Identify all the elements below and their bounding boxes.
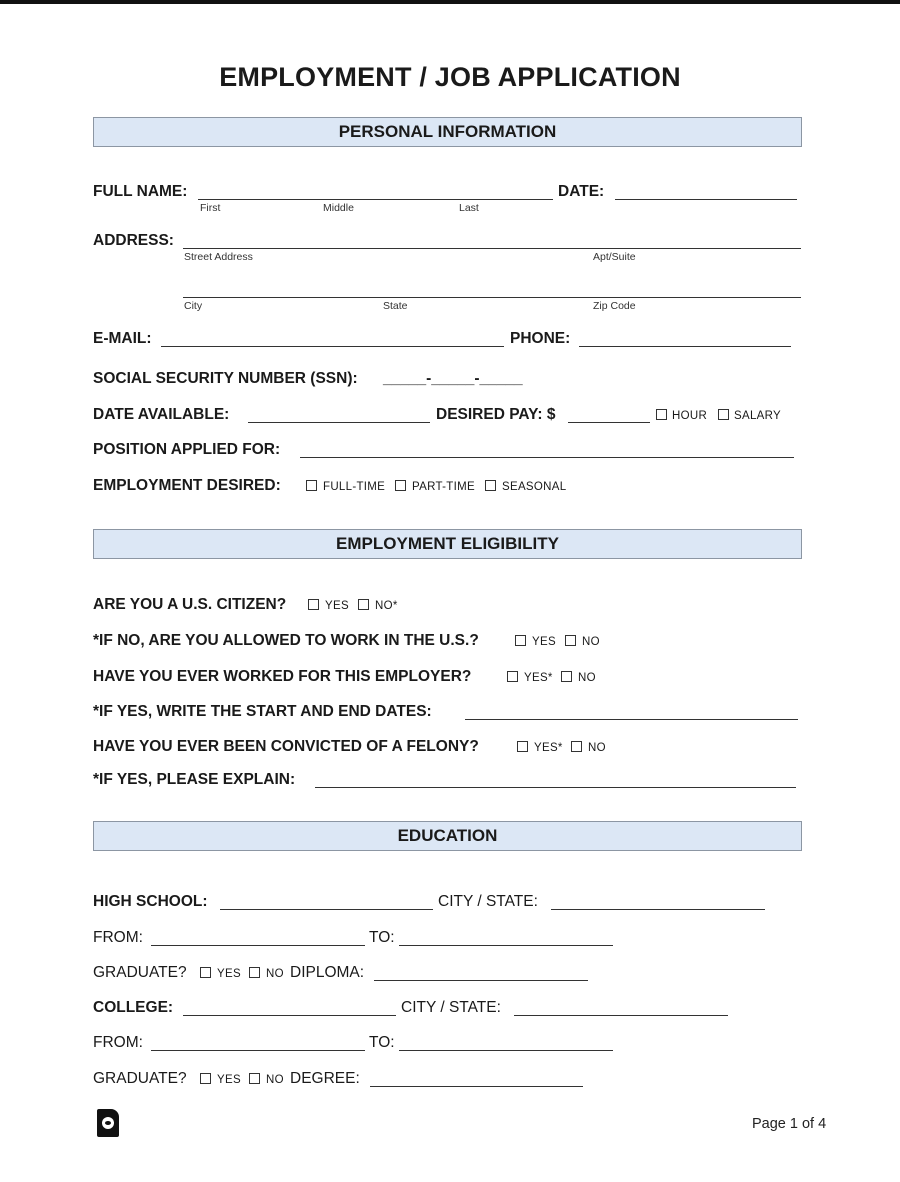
start-end-dates-row bbox=[93, 701, 802, 723]
high-school-graduate-no-label: NO bbox=[266, 968, 284, 980]
citizen-no-checkbox[interactable] bbox=[358, 599, 369, 610]
diploma-label: DIPLOMA: bbox=[290, 964, 365, 981]
college-to-field[interactable] bbox=[399, 1050, 613, 1051]
high-school-graduate-yes-label: YES bbox=[217, 968, 241, 980]
allowed-yes-label: YES bbox=[532, 636, 556, 648]
allowed-no-checkbox[interactable] bbox=[565, 635, 576, 646]
high-school-graduate-yes-checkbox[interactable] bbox=[200, 967, 211, 978]
citizen-no-label: NO* bbox=[375, 600, 398, 612]
college-label: COLLEGE: bbox=[93, 999, 174, 1016]
seasonal-option-label: SEASONAL bbox=[502, 481, 567, 493]
college-graduate-row bbox=[93, 1068, 802, 1090]
salary-option-label: SALARY bbox=[734, 410, 781, 422]
first-name-caption: First bbox=[200, 202, 221, 214]
college-graduate-no-checkbox[interactable] bbox=[249, 1073, 260, 1084]
high-school-row bbox=[93, 891, 802, 913]
college-graduate-yes-checkbox[interactable] bbox=[200, 1073, 211, 1084]
ssn-field[interactable]: _____-_____-_____ bbox=[383, 370, 523, 387]
street-address-field[interactable] bbox=[183, 248, 801, 249]
top-border bbox=[0, 0, 900, 4]
position-field[interactable] bbox=[300, 457, 794, 458]
street-address-caption: Street Address bbox=[184, 251, 253, 263]
worked-for-employer-row bbox=[93, 666, 802, 688]
position-row bbox=[93, 439, 802, 461]
full-name-field[interactable] bbox=[198, 199, 553, 200]
high-school-from-field[interactable] bbox=[151, 945, 365, 946]
high-school-field[interactable] bbox=[220, 909, 433, 910]
degree-field[interactable] bbox=[370, 1086, 583, 1087]
high-school-to-field[interactable] bbox=[399, 945, 613, 946]
college-city-state-field[interactable] bbox=[514, 1015, 728, 1016]
desired-pay-field[interactable] bbox=[568, 422, 650, 423]
full-name-row bbox=[93, 181, 802, 203]
felony-yes-label: YES* bbox=[534, 742, 563, 754]
page-number: Page 1 of 4 bbox=[752, 1116, 827, 1132]
worked-no-checkbox[interactable] bbox=[561, 671, 572, 682]
worked-no-label: NO bbox=[578, 672, 596, 684]
ssn-row bbox=[93, 368, 802, 390]
explain-row bbox=[93, 769, 802, 791]
college-graduate-yes-label: YES bbox=[217, 1074, 241, 1086]
hour-checkbox[interactable] bbox=[656, 409, 667, 420]
city-caption: City bbox=[184, 300, 203, 312]
start-end-dates-field[interactable] bbox=[465, 719, 798, 720]
felony-no-label: NO bbox=[588, 742, 606, 754]
college-row bbox=[93, 997, 802, 1019]
college-to-label: TO: bbox=[369, 1034, 395, 1051]
city-state-zip-field[interactable] bbox=[183, 297, 801, 298]
full-time-option-label: FULL-TIME bbox=[323, 481, 386, 493]
part-time-checkbox[interactable] bbox=[395, 480, 406, 491]
date-available-label: DATE AVAILABLE: bbox=[93, 406, 230, 423]
high-school-graduate-label: GRADUATE? bbox=[93, 964, 187, 981]
citizen-question: ARE YOU A U.S. CITIZEN? bbox=[93, 596, 287, 613]
felony-yes-checkbox[interactable] bbox=[517, 741, 528, 752]
form-title: EMPLOYMENT / JOB APPLICATION bbox=[219, 62, 681, 92]
college-field[interactable] bbox=[183, 1015, 396, 1016]
explain-field[interactable] bbox=[315, 787, 796, 788]
seasonal-checkbox[interactable] bbox=[485, 480, 496, 491]
document-logo-icon bbox=[97, 1109, 119, 1137]
diploma-field[interactable] bbox=[374, 980, 588, 981]
high-school-city-state-label: CITY / STATE: bbox=[438, 893, 538, 910]
address-label: ADDRESS: bbox=[93, 232, 174, 249]
availability-pay-row bbox=[93, 404, 802, 426]
last-name-caption: Last bbox=[459, 202, 479, 214]
date-label: DATE: bbox=[558, 183, 605, 200]
college-city-state-label: CITY / STATE: bbox=[401, 999, 501, 1016]
section-employment-eligibility: EMPLOYMENT ELIGIBILITY bbox=[93, 529, 802, 559]
position-label: POSITION APPLIED FOR: bbox=[93, 441, 281, 458]
worked-yes-label: YES* bbox=[524, 672, 553, 684]
citizen-row bbox=[93, 594, 802, 616]
felony-no-checkbox[interactable] bbox=[571, 741, 582, 752]
start-end-dates-question: *IF YES, WRITE THE START AND END DATES: bbox=[93, 703, 432, 720]
desired-pay-label: DESIRED PAY: $ bbox=[436, 406, 556, 423]
zip-code-caption: Zip Code bbox=[593, 300, 636, 312]
allowed-to-work-row bbox=[93, 630, 802, 652]
allowed-yes-checkbox[interactable] bbox=[515, 635, 526, 646]
employment-desired-row bbox=[93, 475, 802, 497]
date-field[interactable] bbox=[615, 199, 797, 200]
college-graduate-label: GRADUATE? bbox=[93, 1070, 187, 1087]
email-phone-row bbox=[93, 328, 802, 350]
state-caption: State bbox=[383, 300, 408, 312]
middle-name-caption: Middle bbox=[323, 202, 354, 214]
high-school-label: HIGH SCHOOL: bbox=[93, 893, 208, 910]
part-time-option-label: PART-TIME bbox=[412, 481, 475, 493]
college-from-field[interactable] bbox=[151, 1050, 365, 1051]
high-school-graduate-row bbox=[93, 962, 802, 984]
hour-option-label: HOUR bbox=[672, 410, 708, 422]
address-row bbox=[93, 230, 802, 252]
high-school-from-label: FROM: bbox=[93, 929, 143, 946]
email-label: E-MAIL: bbox=[93, 330, 152, 347]
email-field[interactable] bbox=[161, 346, 504, 347]
phone-label: PHONE: bbox=[510, 330, 571, 347]
section-personal-information: PERSONAL INFORMATION bbox=[93, 117, 802, 147]
city-state-zip-row bbox=[93, 279, 802, 301]
worked-yes-checkbox[interactable] bbox=[507, 671, 518, 682]
allowed-no-label: NO bbox=[582, 636, 600, 648]
full-time-checkbox[interactable] bbox=[306, 480, 317, 491]
allowed-to-work-question: *IF NO, ARE YOU ALLOWED TO WORK IN THE U.S.? bbox=[93, 632, 479, 649]
college-graduate-no-label: NO bbox=[266, 1074, 284, 1086]
employment-desired-label: EMPLOYMENT DESIRED: bbox=[93, 477, 281, 494]
degree-label: DEGREE: bbox=[290, 1070, 360, 1087]
college-from-label: FROM: bbox=[93, 1034, 143, 1051]
high-school-graduate-no-checkbox[interactable] bbox=[249, 967, 260, 978]
salary-checkbox[interactable] bbox=[718, 409, 729, 420]
citizen-yes-checkbox[interactable] bbox=[308, 599, 319, 610]
apt-suite-caption: Apt/Suite bbox=[593, 251, 636, 263]
felony-question: HAVE YOU EVER BEEN CONVICTED OF A FELONY? bbox=[93, 738, 479, 755]
high-school-to-label: TO: bbox=[369, 929, 395, 946]
phone-field[interactable] bbox=[579, 346, 791, 347]
ssn-label: SOCIAL SECURITY NUMBER (SSN): bbox=[93, 370, 358, 387]
worked-for-employer-question: HAVE YOU EVER WORKED FOR THIS EMPLOYER? bbox=[93, 668, 472, 685]
high-school-dates-row bbox=[93, 927, 802, 949]
full-name-label: FULL NAME: bbox=[93, 183, 188, 200]
date-available-field[interactable] bbox=[248, 422, 430, 423]
explain-question: *IF YES, PLEASE EXPLAIN: bbox=[93, 771, 296, 788]
section-education: EDUCATION bbox=[93, 821, 802, 851]
citizen-yes-label: YES bbox=[325, 600, 349, 612]
felony-row bbox=[93, 736, 802, 758]
college-dates-row bbox=[93, 1032, 802, 1054]
high-school-city-state-field[interactable] bbox=[551, 909, 765, 910]
